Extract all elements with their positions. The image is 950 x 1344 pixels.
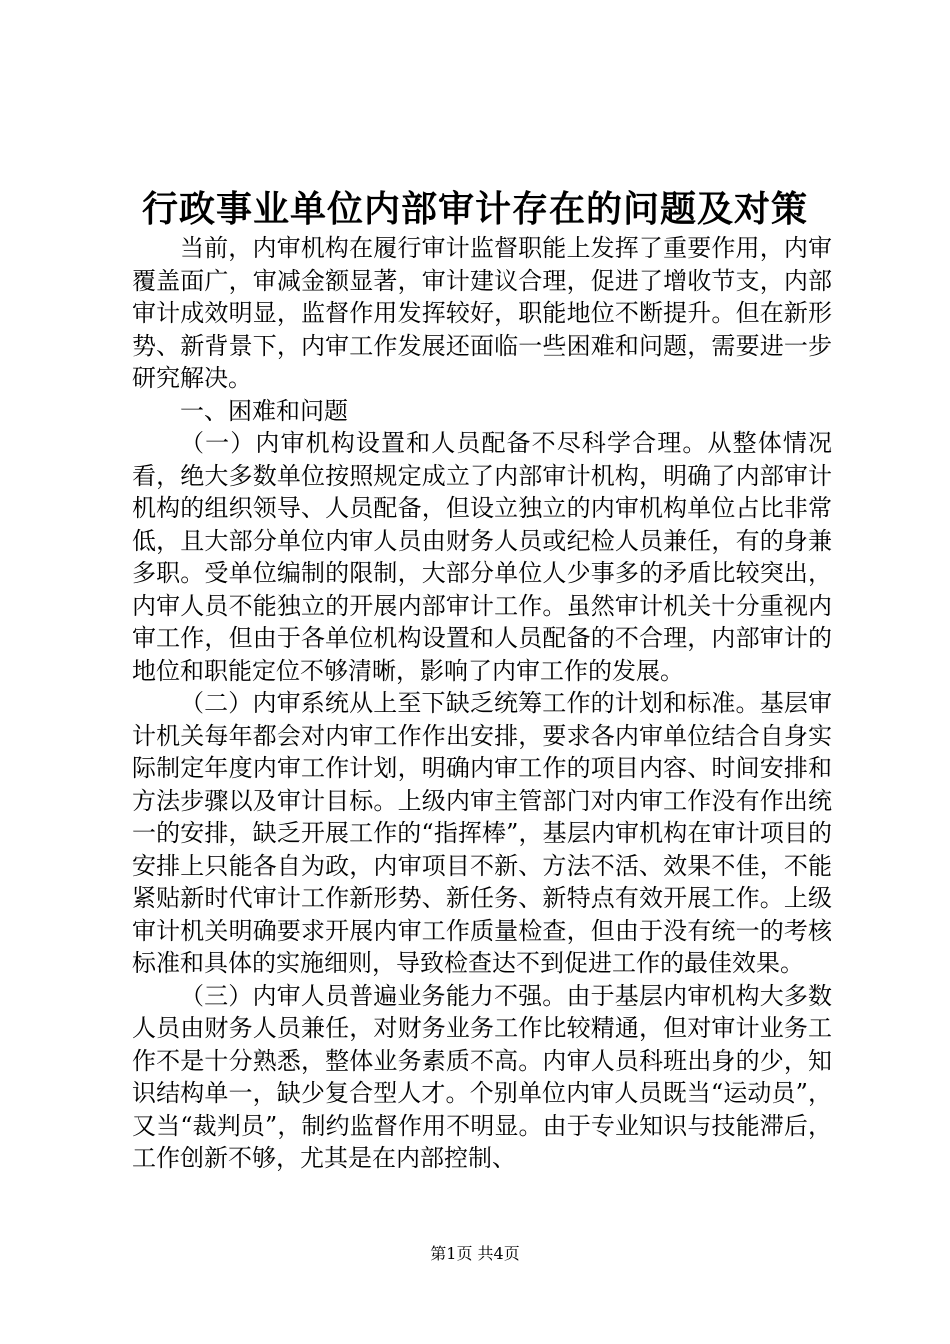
section-heading-difficulties: 一、困难和问题 — [180, 396, 348, 425]
paragraph-item-2: （二）内审系统从上至下缺乏统筹工作的计划和标准。基层审计机关每年都会对内审工作作出安排，要求各内审单位结合自身实际制定年度内审工作计划，明确内审工作的项目内容、时间安排和方法步骤以及审计目标。上级内审主管部门对内审工作没有作出统一的安排，缺乏开展工作的“指挥棒”，基层内审机构在审计项目的安排上只能各自为政，内审项目不新、方法不活、效果不佳，不能紧贴新时代审计工作新形势、新任务、新特点有效开展工作。上级审计机关明确要求开展内审工作质量检查，但由于没有统一的考核标准和具体的实施细则，导致检查达不到促进工作的最佳效果。 — [132, 689, 832, 977]
paragraph-item-3: （三）内审人员普遍业务能力不强。由于基层内审机构大多数人员由财务人员兼任，对财务业务工作比较精通，但对审计业务工作不是十分熟悉，整体业务素质不高。内审人员科班出身的少，知识结构单一，缺少复合型人才。个别单位内审人员既当“运动员”，又当“裁判员”，制约监督作用不明显。由于专业知识与技能滞后，工作创新不够，尤其是在内部控制、 — [132, 981, 832, 1172]
document-body — [132, 232, 832, 1175]
document-title: 行政事业单位内部审计存在的问题及对策 — [141, 188, 808, 230]
page-footer: 第1页 共4页 — [430, 1244, 520, 1263]
paragraph-item-1: （一）内审机构设置和人员配备不尽科学合理。从整体情况看，绝大多数单位按照规定成立了内部审计机构，明确了内部审计机构的组织领导、人员配备，但设立独立的内审机构单位占比非常低，且大部分单位内审人员由财务人员或纪检人员兼任，有的身兼多职。受单位编制的限制，大部分单位人少事多的矛盾比较突出，内审人员不能独立的开展内部审计工作。虽然审计机关十分重视内审工作，但由于各单位机构设置和人员配备的不合理，内部审计的地位和职能定位不够清晰，影响了内审工作的发展。 — [132, 429, 832, 685]
paragraph-intro: 当前，内审机构在履行审计监督职能上发挥了重要作用，内审覆盖面广，审减金额显著，审计建议合理，促进了增收节支，内部审计成效明显，监督作用发挥较好，职能地位不断提升。但在新形势、新背景下，内审工作发展还面临一些困难和问题，需要进一步研究解决。 — [132, 234, 832, 392]
